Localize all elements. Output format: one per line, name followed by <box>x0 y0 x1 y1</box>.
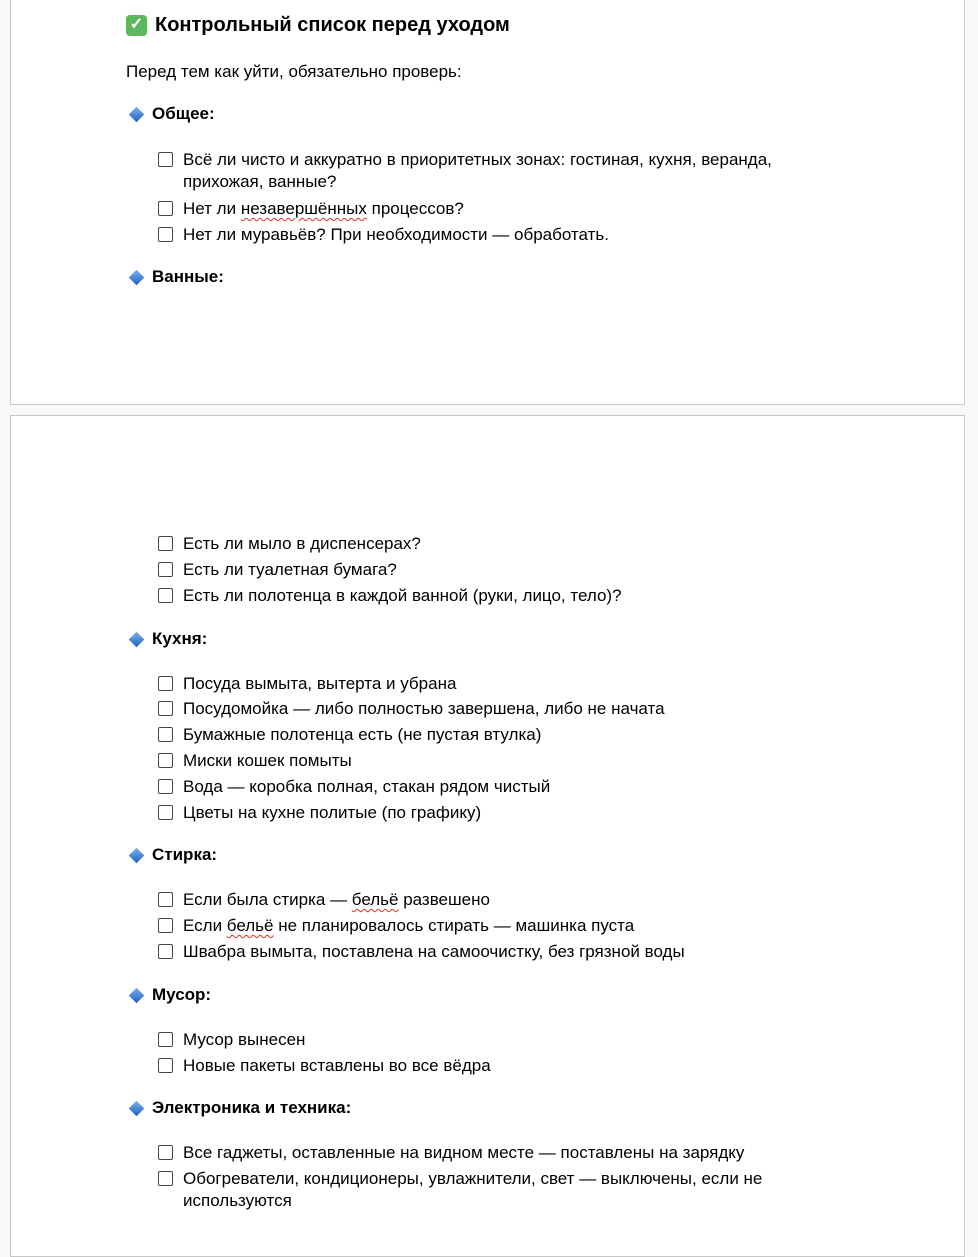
text-segment: Посудомойка — либо полностью завершена, либо не начата <box>183 699 665 718</box>
title-text: Контрольный список перед уходом <box>155 14 510 36</box>
checklist-item <box>158 698 818 720</box>
text-segment: Есть ли туалетная бумага? <box>183 560 397 579</box>
text-segment: Бумажные полотенца есть (не пустая втулка) <box>183 725 542 744</box>
checkbox[interactable] <box>158 536 173 551</box>
checkbox[interactable] <box>158 1058 173 1073</box>
checklist-item <box>158 1055 818 1077</box>
checklist-item <box>158 750 818 772</box>
checklist-item-text <box>183 585 622 607</box>
spelling-error-word: бельё <box>351 890 399 909</box>
checklist-item-text <box>183 1168 818 1212</box>
checklist-item-text <box>183 198 464 220</box>
checklist-item-text <box>183 750 352 772</box>
checkbox[interactable] <box>158 201 173 216</box>
checkbox[interactable] <box>158 588 173 603</box>
section-heading-text: Общее: <box>152 104 215 123</box>
text-segment: Миски кошек помыты <box>183 751 352 770</box>
checklist-item <box>158 149 818 193</box>
checklist-item <box>158 585 818 607</box>
section-heading <box>128 103 215 125</box>
section-heading <box>128 984 211 1006</box>
checklist-item <box>158 533 818 555</box>
checklist-item-text <box>183 533 421 555</box>
section-heading-text: Кухня: <box>152 629 208 648</box>
text-segment: Новые пакеты вставлены во все вёдра <box>183 1056 491 1075</box>
checklist-item-text <box>183 224 609 246</box>
checklist-item <box>158 889 818 911</box>
checklist-item <box>158 802 818 824</box>
checklist-item-text <box>183 1055 491 1077</box>
checkbox[interactable] <box>158 562 173 577</box>
spelling-error-word: бельё <box>226 916 274 935</box>
checklist-item <box>158 1142 818 1164</box>
checklist-item <box>158 224 818 246</box>
checklist-item-text <box>183 673 456 695</box>
checkbox[interactable] <box>158 779 173 794</box>
blue-diamond-icon <box>129 631 145 647</box>
checklist-item <box>158 559 818 581</box>
text-segment: Все гаджеты, оставленные на видном месте — поставлены на зарядку <box>183 1143 745 1162</box>
checkbox[interactable] <box>158 701 173 716</box>
section-heading <box>128 844 217 866</box>
blue-diamond-icon <box>129 269 145 285</box>
intro-text: Перед тем как уйти, обязательно проверь: <box>126 62 462 81</box>
blue-diamond-icon <box>129 987 145 1003</box>
section-heading-text: Мусор: <box>152 985 212 1004</box>
blue-diamond-icon <box>129 106 145 122</box>
section-heading <box>128 266 224 288</box>
checkbox[interactable] <box>158 1032 173 1047</box>
text-segment: Есть ли полотенца в каждой ванной (руки, лицо, тело)? <box>183 586 622 605</box>
text-segment: не планировалось стирать — машинка пуста <box>273 916 635 935</box>
text-segment: Обогреватели, кондиционеры, увлажнители, свет — выключены, если не используются <box>183 1169 763 1210</box>
checkbox[interactable] <box>158 892 173 907</box>
checkbox[interactable] <box>158 805 173 820</box>
section-heading-text: Электроника и техника: <box>152 1098 352 1117</box>
checklist-item-text <box>183 149 818 193</box>
checklist-item <box>158 673 818 695</box>
text-segment: Если <box>183 916 227 935</box>
checkbox[interactable] <box>158 152 173 167</box>
checklist-item-text <box>183 724 541 746</box>
text-segment: Цветы на кухне политые (по графику) <box>183 803 482 822</box>
section-heading-text: Ванные: <box>152 267 224 286</box>
checkbox[interactable] <box>158 227 173 242</box>
checkbox[interactable] <box>158 676 173 691</box>
checklist-item <box>158 1029 818 1051</box>
checkbox[interactable] <box>158 727 173 742</box>
checklist-item-text <box>183 915 634 937</box>
checkbox[interactable] <box>158 1171 173 1186</box>
text-segment: Швабра вымыта, поставлена на самоочистку, без грязной воды <box>183 942 685 961</box>
text-segment: Есть ли мыло в диспенсерах? <box>183 534 421 553</box>
section-heading-text: Стирка: <box>152 845 218 864</box>
blue-diamond-icon <box>129 1100 145 1116</box>
checklist-item <box>158 941 818 963</box>
text-segment: развешено <box>398 890 490 909</box>
document-title <box>126 14 510 36</box>
text-segment: Нет ли <box>183 199 241 218</box>
checklist-item-text <box>183 559 397 581</box>
text-segment: Всё ли чисто и аккуратно в приоритетных зонах: гостиная, кухня, веранда, прихожая, ванные? <box>183 150 772 191</box>
spelling-error-word: незавершённых <box>240 199 367 218</box>
checklist-item <box>158 724 818 746</box>
section-heading <box>128 1097 351 1119</box>
checkbox[interactable] <box>158 944 173 959</box>
checklist-item <box>158 915 818 937</box>
checkbox[interactable] <box>158 918 173 933</box>
checklist-item-text <box>183 1029 305 1051</box>
text-segment: Мусор вынесен <box>183 1030 306 1049</box>
checklist-item-text <box>183 889 490 911</box>
checklist-item-text <box>183 941 685 963</box>
checklist-item-text <box>183 698 665 720</box>
checklist-item-text <box>183 1142 744 1164</box>
checklist-item <box>158 198 818 220</box>
text-segment: Вода — коробка полная, стакан рядом чистый <box>183 777 551 796</box>
blue-diamond-icon <box>129 847 145 863</box>
checklist-item-text <box>183 776 550 798</box>
text-segment: процессов? <box>366 199 464 218</box>
checkbox[interactable] <box>158 1145 173 1160</box>
checklist-item-text <box>183 802 481 824</box>
text-segment: Посуда вымыта, вытерта и убрана <box>183 674 457 693</box>
text-segment: Нет ли муравьёв? При необходимости — обработать. <box>183 225 609 244</box>
checkbox[interactable] <box>158 753 173 768</box>
section-heading <box>128 628 207 650</box>
text-segment: Если была стирка — <box>183 890 352 909</box>
checklist-item <box>158 1168 818 1212</box>
checklist-item <box>158 776 818 798</box>
check-mark-icon: ✓ <box>126 15 147 36</box>
